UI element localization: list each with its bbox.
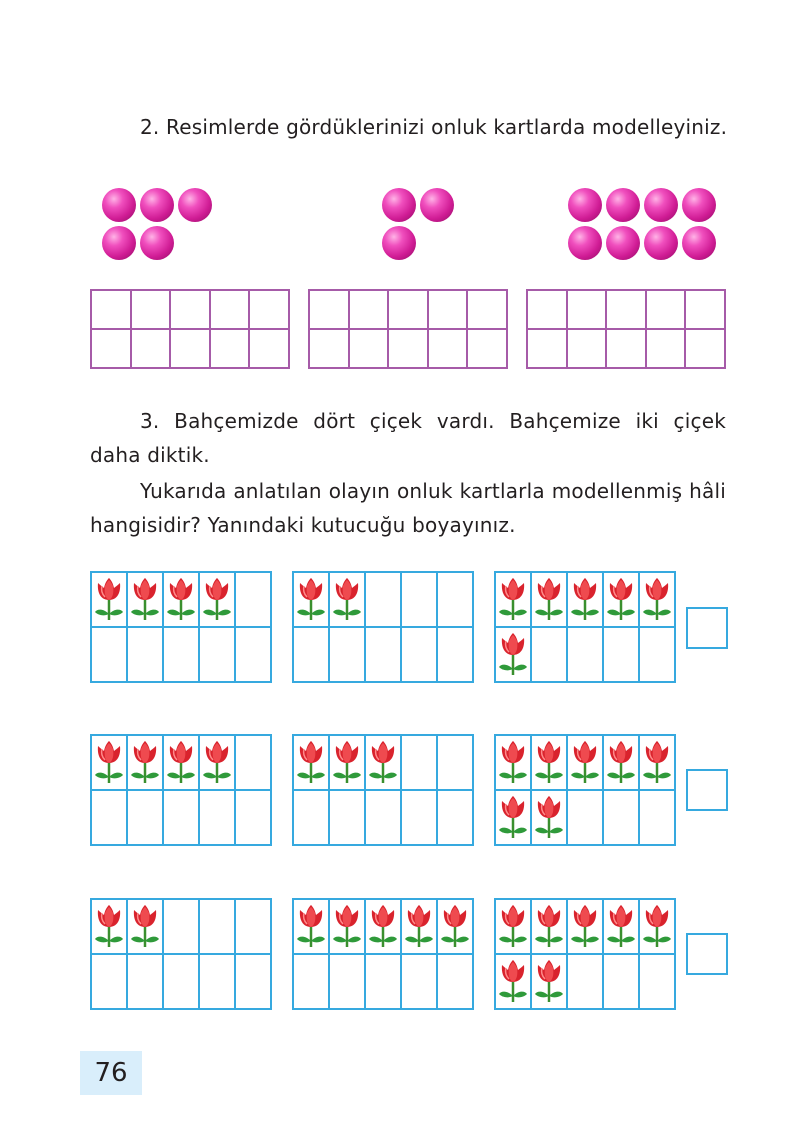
ten-frame-cell (200, 900, 236, 955)
ten-frame-cell (640, 955, 676, 1010)
ten-frame-cell (438, 955, 474, 1010)
ten-frame-cell (330, 736, 366, 791)
ten-frame-cell (330, 900, 366, 955)
ten-frame-cell (402, 573, 438, 628)
tulip-icon (533, 576, 565, 624)
tulip-icon (533, 794, 565, 842)
counting-dot (140, 188, 174, 222)
option-2-frame-1 (90, 734, 272, 846)
ten-frame-cell (568, 736, 604, 791)
ten-frame-cell[interactable] (528, 330, 568, 369)
ten-frame-cell (236, 955, 272, 1010)
ten-frame-cell (604, 900, 640, 955)
tulip-icon (331, 903, 363, 951)
ten-frame-cell (92, 736, 128, 791)
ten-frame-cell[interactable] (429, 330, 469, 369)
ten-frame-cell (568, 791, 604, 846)
ten-frame-cell[interactable] (389, 330, 429, 369)
tulip-icon (331, 576, 363, 624)
question-3-text-1: 3. Bahçemizde dört çiçek vardı. Bahçemize iki çiçek daha diktik. (90, 409, 726, 467)
ten-frame-cell[interactable] (92, 291, 132, 330)
ten-frame-cell (330, 628, 366, 683)
counting-dot (644, 188, 678, 222)
ten-frame-cell (366, 900, 402, 955)
ten-frame-cell (164, 628, 200, 683)
tulip-icon (367, 739, 399, 787)
ten-frame-cell (294, 955, 330, 1010)
tulip-icon (129, 903, 161, 951)
ten-frame-answer-3[interactable] (526, 289, 726, 369)
question-2-text: 2. Resimlerde gördüklerinizi onluk kartlarda modelleyiniz. (140, 115, 728, 139)
tulip-icon (331, 739, 363, 787)
ten-frame-cell (236, 791, 272, 846)
ten-frame-cell[interactable] (528, 291, 568, 330)
ten-frame-cell (200, 955, 236, 1010)
ten-frame-cell (438, 573, 474, 628)
counting-dot (568, 226, 602, 260)
option-2-frame-3 (494, 734, 676, 846)
ten-frame-cell (366, 955, 402, 1010)
ten-frame-cell (402, 628, 438, 683)
ten-frame-cell (92, 628, 128, 683)
ten-frame-cell (128, 736, 164, 791)
ten-frame-cell (532, 955, 568, 1010)
tulip-icon (533, 903, 565, 951)
counting-dot (102, 226, 136, 260)
ten-frame-cell (200, 628, 236, 683)
ten-frame-cell[interactable] (310, 330, 350, 369)
ten-frame-cell (402, 955, 438, 1010)
ten-frame-cell (294, 791, 330, 846)
ten-frame-cell[interactable] (468, 291, 508, 330)
counting-dot (568, 188, 602, 222)
ten-frame-cell (164, 955, 200, 1010)
ten-frame-cell (92, 955, 128, 1010)
tulip-icon (641, 576, 673, 624)
ten-frame-cell (294, 628, 330, 683)
ten-frame-cell (294, 573, 330, 628)
ten-frame-cell (496, 791, 532, 846)
question-3-text-2: Yukarıda anlatılan olayın onluk kartlarla modellenmiş hâli hangisidir? Yanındaki kutucuğu boyayınız. (90, 479, 726, 537)
ten-frame-cell (330, 955, 366, 1010)
ten-frame-cell (640, 628, 676, 683)
dot-group-2 (382, 188, 454, 260)
counting-dot (644, 226, 678, 260)
tulip-icon (569, 739, 601, 787)
tulip-icon (93, 576, 125, 624)
ten-frame-cell (330, 791, 366, 846)
counting-dot (178, 188, 212, 222)
tulip-icon (641, 739, 673, 787)
ten-frame-cell (604, 573, 640, 628)
tulip-icon (129, 576, 161, 624)
ten-frame-cell (640, 736, 676, 791)
tulip-icon (295, 576, 327, 624)
tulip-icon (497, 794, 529, 842)
ten-frame-cell (236, 736, 272, 791)
ten-frame-cell (496, 628, 532, 683)
tulip-icon (165, 576, 197, 624)
ten-frame-cell (568, 955, 604, 1010)
option-2-checkbox[interactable] (686, 769, 728, 811)
tulip-icon (497, 739, 529, 787)
option-1-frame-1 (90, 571, 272, 683)
ten-frame-cell (366, 573, 402, 628)
ten-frame-cell (402, 736, 438, 791)
ten-frame-cell (532, 628, 568, 683)
ten-frame-cell (568, 628, 604, 683)
counting-dot (420, 188, 454, 222)
ten-frame-cell (236, 573, 272, 628)
counting-dot (682, 226, 716, 260)
ten-frame-cell[interactable] (171, 330, 211, 369)
ten-frame-cell (92, 791, 128, 846)
counting-dot (382, 226, 416, 260)
tulip-icon (605, 903, 637, 951)
ten-frame-cell (92, 573, 128, 628)
ten-frame-cell (496, 573, 532, 628)
tulip-icon (497, 576, 529, 624)
ten-frame-cell[interactable] (132, 291, 172, 330)
option-3-frame-2 (292, 898, 474, 1010)
ten-frame-cell (568, 573, 604, 628)
tulip-icon (403, 903, 435, 951)
ten-frame-cell[interactable] (429, 291, 469, 330)
ten-frame-cell (164, 791, 200, 846)
ten-frame-cell[interactable] (468, 330, 508, 369)
tulip-icon (165, 739, 197, 787)
ten-frame-cell[interactable] (607, 330, 647, 369)
tulip-icon (201, 576, 233, 624)
ten-frame-cell (128, 955, 164, 1010)
ten-frame-cell (128, 900, 164, 955)
tulip-icon (569, 576, 601, 624)
page-number: 76 (80, 1051, 142, 1095)
option-2-frame-2 (292, 734, 474, 846)
ten-frame-cell[interactable] (171, 291, 211, 330)
ten-frame-cell (640, 573, 676, 628)
ten-frame-cell (438, 736, 474, 791)
ten-frame-cell (402, 900, 438, 955)
tulip-icon (201, 739, 233, 787)
ten-frame-cell[interactable] (250, 330, 290, 369)
tulip-icon (129, 739, 161, 787)
ten-frame-cell[interactable] (686, 330, 726, 369)
ten-frame-cell (496, 736, 532, 791)
tulip-icon (533, 739, 565, 787)
option-1-frame-2 (292, 571, 474, 683)
ten-frame-cell (366, 736, 402, 791)
ten-frame-cell[interactable] (350, 291, 390, 330)
ten-frame-cell (532, 573, 568, 628)
ten-frame-cell (164, 736, 200, 791)
ten-frame-cell[interactable] (389, 291, 429, 330)
ten-frame-cell[interactable] (350, 330, 390, 369)
option-1-frame-3 (494, 571, 676, 683)
ten-frame-cell (532, 900, 568, 955)
tulip-icon (93, 903, 125, 951)
ten-frame-cell (604, 791, 640, 846)
ten-frame-cell (438, 791, 474, 846)
ten-frame-cell[interactable] (250, 291, 290, 330)
ten-frame-cell[interactable] (211, 291, 251, 330)
ten-frame-cell (236, 900, 272, 955)
tulip-icon (569, 903, 601, 951)
ten-frame-cell (438, 900, 474, 955)
ten-frame-cell (604, 955, 640, 1010)
ten-frame-cell (438, 628, 474, 683)
option-1-checkbox[interactable] (686, 607, 728, 649)
ten-frame-cell[interactable] (92, 330, 132, 369)
ten-frame-cell (200, 573, 236, 628)
dot-group-1 (102, 188, 212, 260)
counting-dot (606, 188, 640, 222)
tulip-icon (497, 903, 529, 951)
ten-frame-answer-2[interactable] (308, 289, 508, 369)
counting-dot (140, 226, 174, 260)
ten-frame-cell (164, 900, 200, 955)
counting-dot (682, 188, 716, 222)
dot-group-3 (568, 188, 716, 260)
ten-frame-cell (604, 736, 640, 791)
tulip-icon (439, 903, 471, 951)
tulip-icon (497, 631, 529, 679)
ten-frame-cell (330, 573, 366, 628)
tulip-icon (295, 903, 327, 951)
ten-frame-cell (640, 900, 676, 955)
ten-frame-cell (200, 791, 236, 846)
tulip-icon (641, 903, 673, 951)
ten-frame-cell[interactable] (607, 291, 647, 330)
ten-frame-answer-1[interactable] (90, 289, 290, 369)
ten-frame-cell[interactable] (568, 291, 608, 330)
tulip-icon (605, 576, 637, 624)
counting-dot (606, 226, 640, 260)
option-3-frame-3 (494, 898, 676, 1010)
ten-frame-cell (200, 736, 236, 791)
tulip-icon (93, 739, 125, 787)
ten-frame-cell (128, 628, 164, 683)
ten-frame-cell (640, 791, 676, 846)
tulip-icon (605, 739, 637, 787)
ten-frame-cell (402, 791, 438, 846)
ten-frame-cell (92, 900, 128, 955)
ten-frame-cell[interactable] (647, 291, 687, 330)
ten-frame-cell (568, 900, 604, 955)
ten-frame-cell (604, 628, 640, 683)
ten-frame-cell (236, 628, 272, 683)
ten-frame-cell[interactable] (568, 330, 608, 369)
tulip-icon (367, 903, 399, 951)
ten-frame-cell (128, 791, 164, 846)
ten-frame-cell (366, 628, 402, 683)
option-3-checkbox[interactable] (686, 933, 728, 975)
ten-frame-cell[interactable] (647, 330, 687, 369)
ten-frame-cell (164, 573, 200, 628)
ten-frame-cell (496, 955, 532, 1010)
tulip-icon (497, 958, 529, 1006)
ten-frame-cell (532, 791, 568, 846)
tulip-icon (295, 739, 327, 787)
option-3-frame-1 (90, 898, 272, 1010)
ten-frame-cell (366, 791, 402, 846)
ten-frame-cell (532, 736, 568, 791)
ten-frame-cell (294, 736, 330, 791)
tulip-icon (533, 958, 565, 1006)
counting-dot (102, 188, 136, 222)
counting-dot (382, 188, 416, 222)
ten-frame-cell[interactable] (686, 291, 726, 330)
ten-frame-cell[interactable] (132, 330, 172, 369)
ten-frame-cell[interactable] (310, 291, 350, 330)
ten-frame-cell[interactable] (211, 330, 251, 369)
ten-frame-cell (128, 573, 164, 628)
ten-frame-cell (294, 900, 330, 955)
ten-frame-cell (496, 900, 532, 955)
